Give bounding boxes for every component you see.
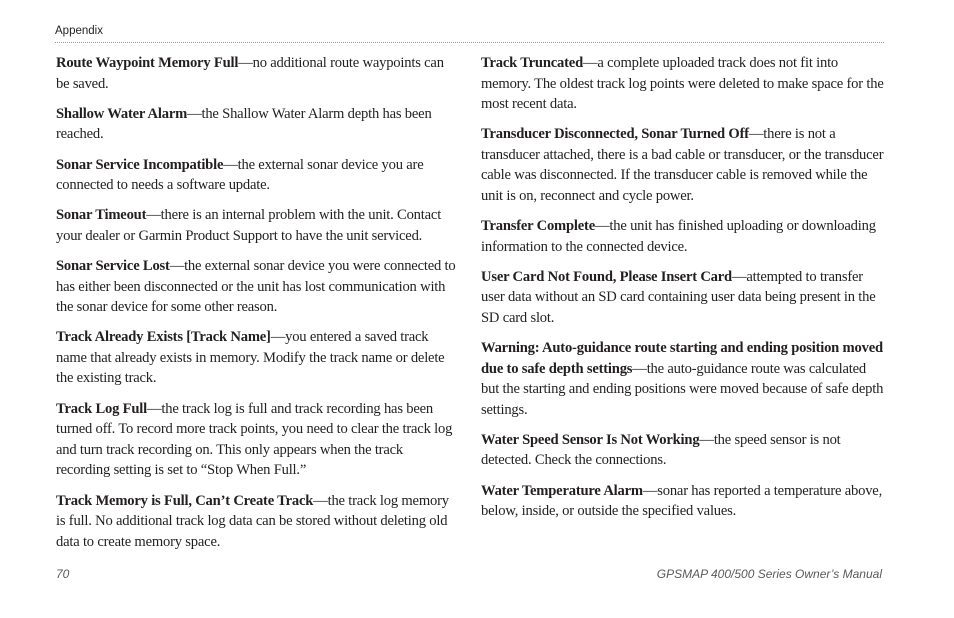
message-entry (56, 256, 460, 318)
message-term: Water Speed Sensor Is Not Working (481, 431, 700, 448)
message-entry (56, 104, 460, 145)
message-term: Route Waypoint Memory Full (56, 55, 239, 71)
message-entry (481, 216, 885, 257)
message-entry (56, 155, 460, 196)
message-description: —there is not a transducer attached, there is a bad cable or transducer, or the transducer cable was disconnected. If the transducer cable is removed while the unit is on, reconnect and cycle power. (481, 126, 884, 204)
message-term: Transfer Complete (481, 218, 595, 235)
message-description: —the track log is full and track recording has been turned off. To record more track points, you need to clear the track log and turn track recording on. This only appears when the track recording setting is set to “Stop When Full.” (56, 400, 453, 479)
header-divider (55, 42, 884, 43)
message-term: Track Memory is Full, Can’t Create Track (56, 492, 314, 509)
message-description: —you entered a saved track name that already exists in memory. Modify the track name or delete the existing track. (56, 329, 445, 387)
message-entry (56, 399, 460, 481)
message-description: —the unit has finished uploading or downloading information to the connected device. (481, 218, 876, 255)
message-description: —the external sonar device you are connected to needs a software update. (56, 156, 424, 194)
message-entry (56, 53, 460, 94)
message-entry (56, 205, 460, 246)
message-entry (481, 124, 885, 206)
message-term: Track Log Full (56, 400, 147, 417)
left-column (56, 53, 460, 562)
message-term: Sonar Service Incompatible (56, 156, 224, 173)
message-term: User Card Not Found, Please Insert Card (481, 268, 732, 285)
manual-title: GPSMAP 400/500 Series Owner’s Manual (656, 567, 882, 581)
message-description: —the external sonar device you were connected to has either been disconnected or the unit has lost communication with the sonar device for some other reason. (56, 258, 456, 316)
message-term: Transducer Disconnected, Sonar Turned Off (481, 126, 749, 143)
message-term: Shallow Water Alarm (56, 105, 188, 122)
right-column (481, 53, 885, 532)
message-entry (481, 338, 885, 420)
message-description: —attempted to transfer user data without an SD card containing user data being present in the SD card slot. (481, 268, 876, 326)
message-entry (481, 267, 885, 329)
page-number: 70 (56, 567, 70, 581)
message-entry (481, 430, 885, 471)
message-description: —the Shallow Water Alarm depth has been reached. (56, 105, 432, 143)
message-term: Track Truncated (481, 55, 583, 71)
message-entry (56, 327, 460, 389)
section-header: Appendix (55, 25, 103, 37)
message-entry (481, 53, 885, 115)
message-description: —the auto-guidance route was calculated but the starting and ending positions were moved because of safe depth settings. (481, 360, 884, 418)
message-entry (56, 491, 460, 553)
message-description: —a complete uploaded track does not fit into memory. The oldest track log points were deleted to make space for the most recent data. (481, 55, 884, 112)
message-description: —no additional route waypoints can be saved. (56, 55, 444, 92)
message-description: —the speed sensor is not detected. Check the connections. (481, 431, 841, 469)
message-term: Water Temperature Alarm (481, 482, 643, 499)
message-term: Warning: Auto-guidance route starting and ending position moved due to safe depth settings (481, 340, 883, 377)
message-description: —there is an internal problem with the unit. Contact your dealer or Garmin Product Support to have the unit serviced. (56, 207, 442, 244)
message-entry (481, 481, 885, 522)
message-term: Sonar Service Lost (56, 258, 170, 275)
message-term: Track Already Exists [Track Name] (56, 329, 271, 346)
message-term: Sonar Timeout (56, 207, 147, 224)
message-description: —sonar has reported a temperature above, below, inside, or outside the specified values. (481, 482, 883, 520)
message-description: —the track log memory is full. No additional track log data can be stored without deleting old data to create memory space. (56, 492, 449, 550)
